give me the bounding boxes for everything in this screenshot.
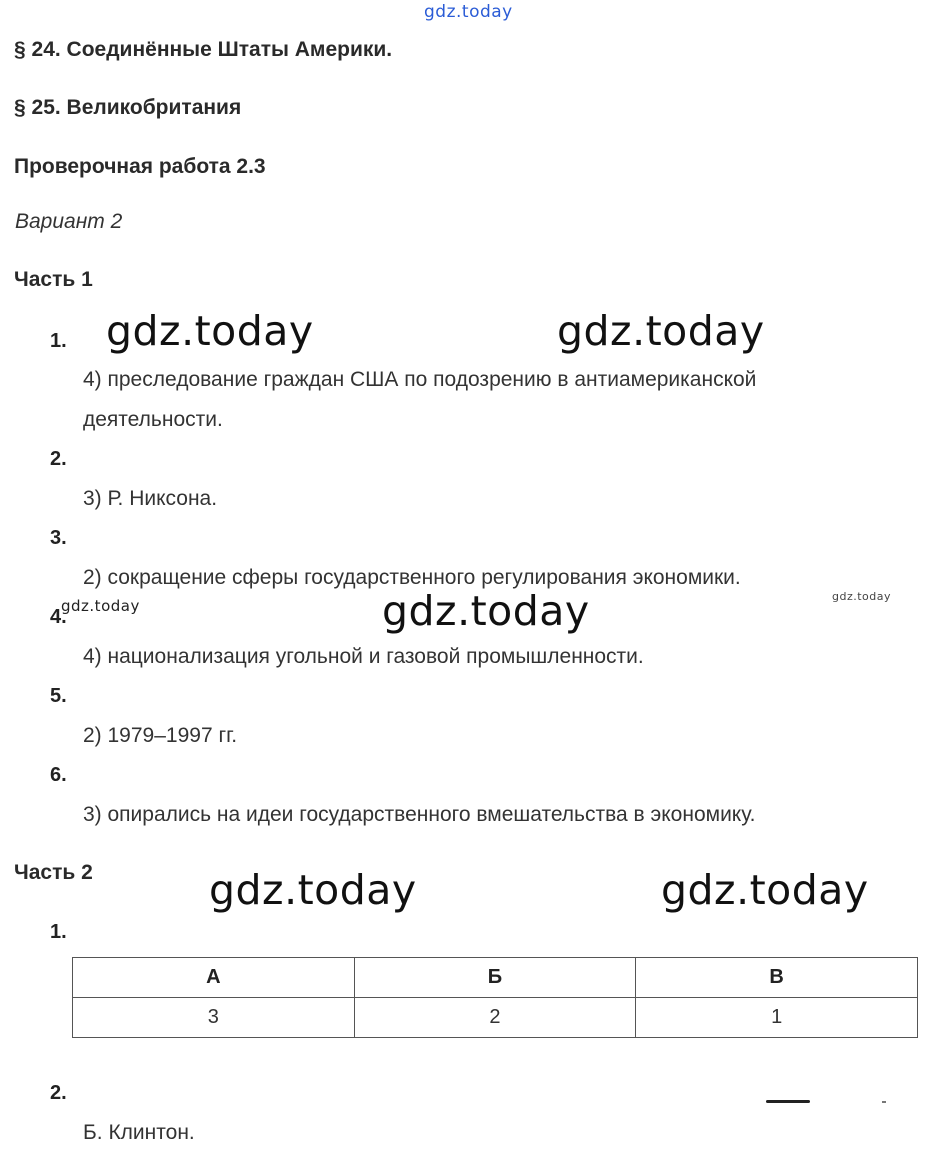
table-header-cell: Б bbox=[354, 958, 636, 998]
part1-item-5-number: 5. bbox=[50, 685, 67, 707]
watermark: gdz.today bbox=[61, 597, 140, 615]
part2-item-1-number: 1. bbox=[50, 921, 67, 943]
part1-item-2-number: 2. bbox=[50, 448, 67, 470]
part1-item-1-number: 1. bbox=[50, 330, 67, 352]
table-header-cell: В bbox=[636, 958, 918, 998]
watermark: gdz.today bbox=[106, 307, 314, 355]
watermark: gdz.today bbox=[557, 307, 765, 355]
watermark-top: gdz.today bbox=[424, 2, 513, 22]
table-cell: 3 bbox=[73, 998, 355, 1038]
part2-item-2-number: 2. bbox=[50, 1082, 67, 1104]
watermark: gdz.today bbox=[382, 587, 590, 635]
watermark: gdz.today bbox=[209, 866, 417, 914]
answer-table bbox=[72, 957, 918, 1038]
watermark: gdz.today bbox=[832, 590, 892, 603]
part2-item-2-answer: Б. Клинтон. bbox=[83, 1121, 195, 1144]
decorative-dash bbox=[766, 1100, 810, 1103]
part1-item-1-answer: 4) преследование граждан США по подозрению в антиамериканской bbox=[83, 368, 757, 391]
decorative-dot bbox=[882, 1101, 886, 1103]
table-row bbox=[73, 998, 918, 1038]
variant-label: Вариант 2 bbox=[15, 210, 123, 233]
table-header-cell: А bbox=[73, 958, 355, 998]
test-heading: Проверочная работа 2.3 bbox=[14, 155, 266, 178]
part-1-heading: Часть 1 bbox=[14, 268, 93, 291]
part1-item-4-number: 4. bbox=[50, 606, 67, 628]
part1-item-1-answer-cont: деятельности. bbox=[83, 408, 223, 431]
watermark: gdz.today bbox=[661, 866, 869, 914]
part1-item-5-answer: 2) 1979–1997 гг. bbox=[83, 724, 238, 747]
section-25-heading: § 25. Великобритания bbox=[14, 96, 242, 119]
table-cell: 1 bbox=[636, 998, 918, 1038]
section-24-heading: § 24. Соединённые Штаты Америки. bbox=[14, 38, 393, 61]
part1-item-3-answer: 2) сокращение сферы государственного регулирования экономики. bbox=[83, 566, 741, 589]
part1-item-2-answer: 3) Р. Никсона. bbox=[83, 487, 218, 510]
part1-item-6-number: 6. bbox=[50, 764, 67, 786]
part-2-heading: Часть 2 bbox=[14, 861, 93, 884]
table-header-row bbox=[73, 958, 918, 998]
part1-item-4-answer: 4) национализация угольной и газовой промышленности. bbox=[83, 645, 644, 668]
table-cell: 2 bbox=[354, 998, 636, 1038]
part1-item-3-number: 3. bbox=[50, 527, 67, 549]
part1-item-6-answer: 3) опирались на идеи государственного вмешательства в экономику. bbox=[83, 803, 756, 826]
